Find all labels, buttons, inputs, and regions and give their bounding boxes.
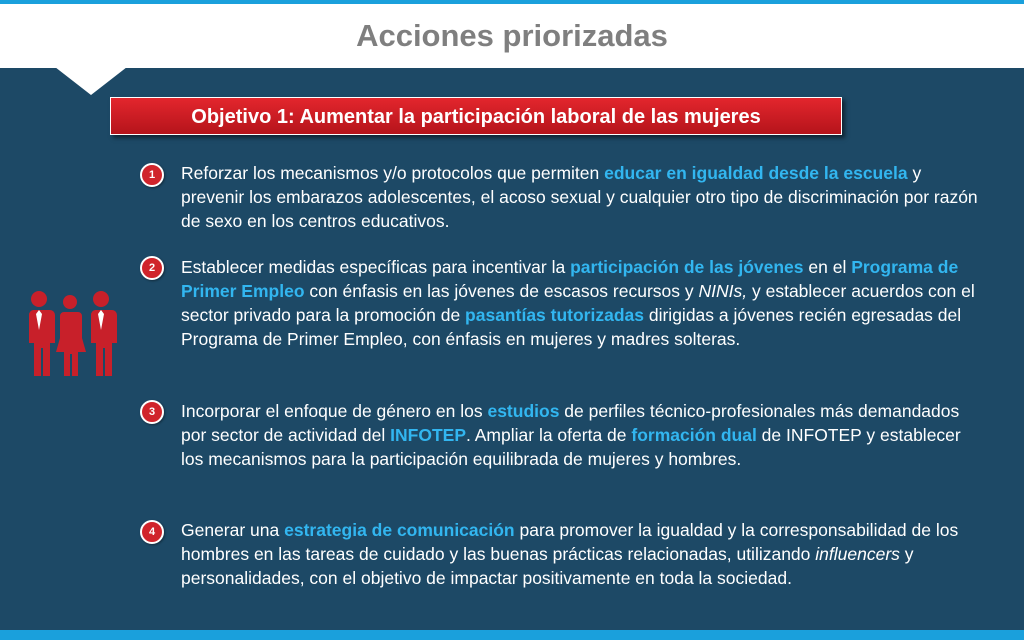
bottom-accent-line <box>0 630 1024 640</box>
objective-banner: Objetivo 1: Aumentar la participación laboral de las mujeres <box>110 97 842 135</box>
italic-text: influencers <box>815 544 900 564</box>
item-text: Incorporar el enfoque de género en los <box>181 401 488 421</box>
italic-text: NINIs, <box>698 281 748 301</box>
item-text: en el <box>803 257 852 277</box>
header-notch <box>55 67 127 95</box>
highlighted-text: participación de las jóvenes <box>570 257 804 277</box>
item-text: y personalidades, con el objetivo de impactar positivamente en toda la sociedad. <box>181 544 914 588</box>
people-group-icon <box>22 288 122 380</box>
highlighted-text: pasantías tutorizadas <box>465 305 644 325</box>
item-text: de perfiles técnico-profesionales más demandados por sector de actividad del <box>181 401 960 445</box>
header-bar <box>0 4 1024 68</box>
item-text: Generar una <box>181 520 285 540</box>
item-number-badge: 1 <box>140 163 164 187</box>
item-text: de INFOTEP y establecer los mecanismos para la participación equilibrada de mujeres y hombres. <box>181 425 961 469</box>
item-number-badge: 2 <box>140 256 164 280</box>
highlighted-text: educar en igualdad desde la escuela <box>604 163 908 183</box>
item-number-badge: 3 <box>140 400 164 424</box>
page-title: Acciones priorizadas <box>356 18 668 53</box>
highlighted-text: Programa de Primer Empleo <box>181 257 959 301</box>
item-text: . Ampliar la oferta de <box>466 425 632 445</box>
action-item <box>181 518 981 590</box>
highlighted-text: formación dual <box>631 425 757 445</box>
highlighted-text: INFOTEP <box>390 425 466 445</box>
item-text: Establecer medidas específicas para incentivar la <box>181 257 571 277</box>
item-text: para promover la igualdad y la corresponsabilidad de los hombres en las tareas de cuidado y las buenas prácticas relacionadas, utilizando <box>181 520 959 564</box>
item-text: con énfasis en las jóvenes de escasos recursos y <box>304 281 699 301</box>
action-item <box>181 399 981 471</box>
item-text: y establecer acuerdos con el sector privado para la promoción de <box>181 281 975 325</box>
action-item <box>181 161 981 233</box>
highlighted-text: estrategia de comunicación <box>284 520 515 540</box>
item-text: y prevenir los embarazos adolescentes, el acoso sexual y cualquier otro tipo de discriminación por razón de sexo en los centros educativos. <box>181 163 978 231</box>
item-number-badge: 4 <box>140 520 164 544</box>
item-text: dirigidas a jóvenes recién egresadas del Programa de Primer Empleo, con énfasis en mujeres y madres solteras. <box>181 305 962 349</box>
item-text: Reforzar los mecanismos y/o protocolos que permiten <box>181 163 605 183</box>
highlighted-text: estudios <box>487 401 560 421</box>
action-item <box>181 255 981 351</box>
